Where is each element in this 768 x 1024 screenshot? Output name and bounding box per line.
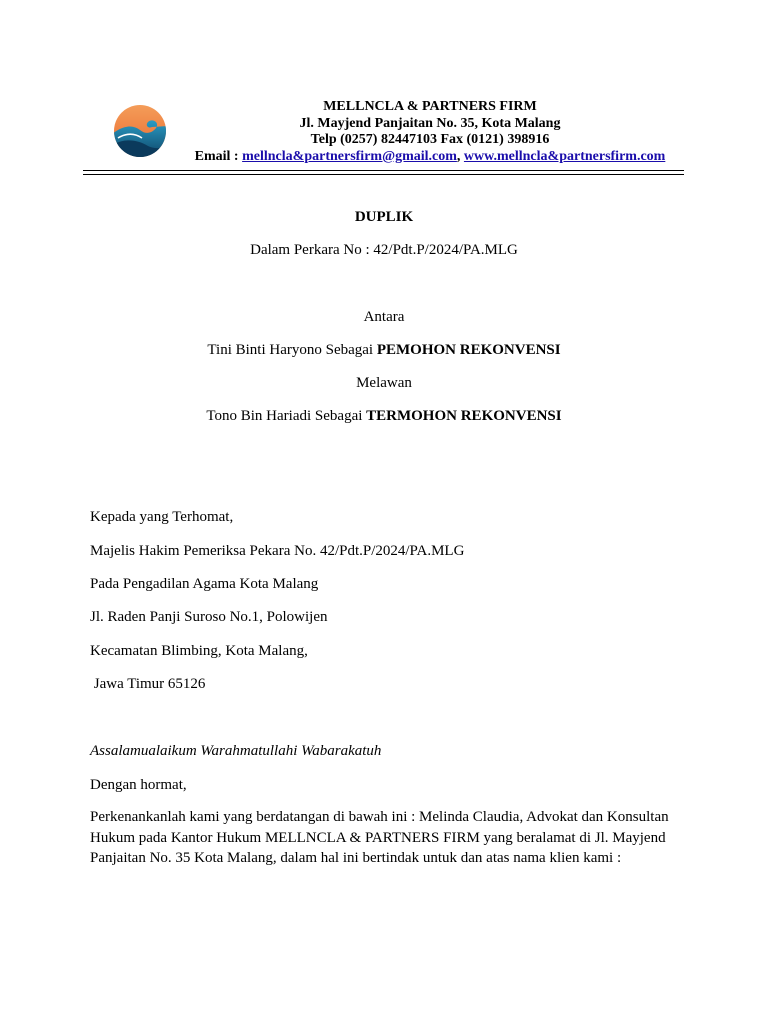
between-label: Antara bbox=[363, 309, 405, 325]
party-2: Tono Bin Hariadi Sebagai TERMOHON REKONVENSI bbox=[206, 408, 562, 424]
salutation: Dengan hormat, bbox=[90, 777, 187, 793]
website-link[interactable]: www.mellncla&partnersfirm.com bbox=[463, 148, 666, 164]
islamic-greeting: Assalamualaikum Warahmatullahi Wabarakatuh bbox=[90, 743, 382, 759]
case-number: Dalam Perkara No : 42/Pdt.P/2024/PA.MLG bbox=[250, 242, 518, 258]
header-rule-bottom bbox=[83, 174, 684, 175]
letterhead bbox=[176, 99, 684, 165]
recipient-line-1: Kepada yang Terhomat, bbox=[90, 509, 234, 525]
header-rule-top bbox=[83, 170, 684, 171]
recipient-line-5: Kecamatan Blimbing, Kota Malang, bbox=[90, 643, 308, 659]
party-1-role: PEMOHON REKONVENSI bbox=[376, 342, 561, 358]
email-link[interactable]: mellncla&partnersfirm@gmail.com bbox=[242, 148, 457, 164]
firm-name: MELLNCLA & PARTNERS FIRM bbox=[323, 99, 537, 114]
firm-contact bbox=[176, 149, 684, 166]
recipient-line-4: Jl. Raden Panji Suroso No.1, Polowijen bbox=[90, 609, 328, 625]
versus-label: Melawan bbox=[356, 375, 412, 391]
party-1: Tini Binti Haryono Sebagai PEMOHON REKONVENSI bbox=[207, 342, 561, 358]
document-title: DUPLIK bbox=[354, 209, 414, 225]
opening-paragraph: Perkenankanlah kami yang berdatangan di bawah ini : Melinda Claudia, Advokat dan Konsultan Hukum pada Kantor Hukum MELLNCLA & PARTNERS FIRM yang beralamat di Jl. Mayjend Panjaitan No. 35 Kota Malang, dalam hal ini bertindak untuk dan atas nama klien kami : bbox=[90, 809, 669, 866]
firm-address: Jl. Mayjend Panjaitan No. 35, Kota Malang bbox=[299, 115, 561, 131]
contact-separator: , bbox=[456, 148, 461, 164]
email-label: Email : bbox=[194, 148, 239, 164]
recipient-line-2: Majelis Hakim Pemeriksa Pekara No. 42/Pdt.P/2024/PA.MLG bbox=[90, 543, 465, 559]
wave-sun-logo bbox=[112, 100, 168, 162]
recipient-line-6: Jawa Timur 65126 bbox=[90, 676, 206, 692]
recipient-line-3: Pada Pengadilan Agama Kota Malang bbox=[90, 576, 319, 592]
firm-phone: Telp (0257) 82447103 Fax (0121) 398916 bbox=[310, 132, 550, 147]
party-2-role: TERMOHON REKONVENSI bbox=[366, 408, 562, 424]
